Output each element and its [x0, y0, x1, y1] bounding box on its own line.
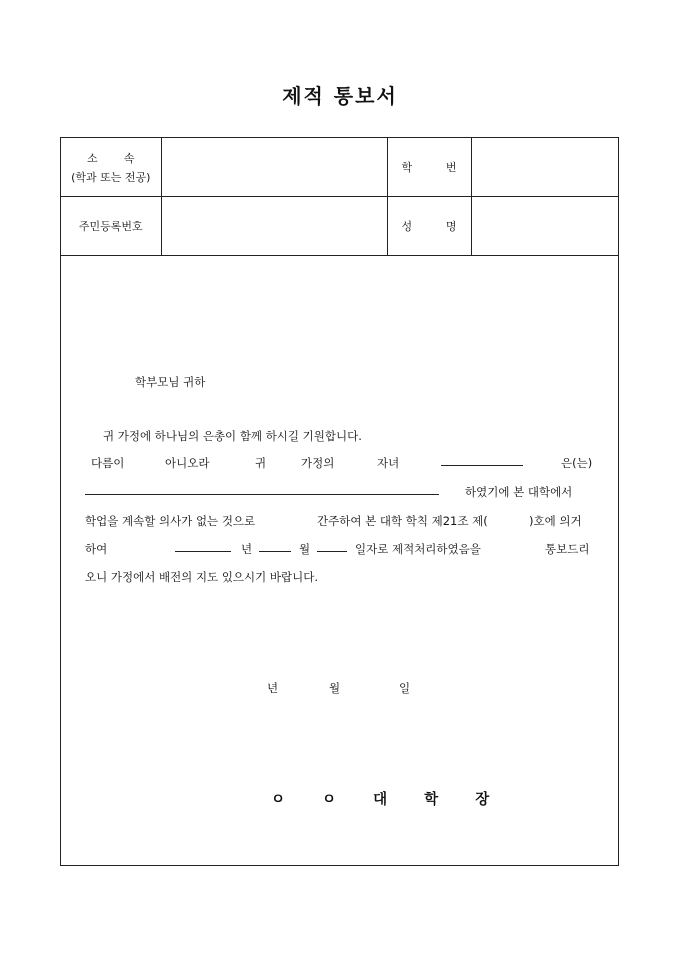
student-id-label-char-2: 번	[445, 161, 457, 174]
date-year-label: 년	[267, 681, 279, 695]
student-id-label	[387, 138, 471, 197]
info-row-2	[61, 197, 618, 256]
letter-line-4-part-3: )호에 의거	[529, 514, 582, 528]
letter-line-5-month: 월	[299, 542, 311, 556]
letter-line-4-part-1: 학업을 계속할 의사가 없는 것으로	[85, 514, 256, 528]
letter-line-5-part-3: 일자로 제적처리하였음을	[355, 542, 481, 556]
salutation: 학부모님 귀하	[135, 375, 206, 389]
letter-line-6: 오니 가정에서 배전의 지도 있으시기 바랍니다.	[85, 570, 319, 584]
name-label-char-2: 명	[445, 220, 457, 233]
letter-line-2-word-3: 귀	[255, 456, 267, 470]
letter-line-2-word-6: 은(는)	[561, 456, 593, 470]
student-id-label-char-1: 학	[401, 161, 413, 174]
reason-blank[interactable]	[85, 484, 439, 495]
year-blank[interactable]	[175, 541, 231, 552]
letter-line-2-word-2: 아니오라	[165, 456, 210, 470]
letter-line-5-part-4: 통보드리	[545, 542, 590, 556]
name-field[interactable]	[471, 197, 618, 256]
letter-line-5-part-1: 하여	[85, 542, 108, 556]
affiliation-label-char-2: 속	[123, 151, 135, 165]
day-blank[interactable]	[317, 541, 347, 552]
child-name-blank[interactable]	[441, 455, 523, 466]
affiliation-label-char-1: 소	[87, 151, 98, 165]
affiliation-label	[61, 138, 161, 197]
resident-number-label: 주민등록번호	[61, 197, 161, 256]
notice-form	[60, 137, 619, 866]
letter-line-5-year: 년	[241, 542, 253, 556]
letter-line-2-word-1: 다름이	[91, 456, 125, 470]
resident-number-field[interactable]	[161, 197, 387, 256]
date-month-label: 월	[329, 681, 341, 695]
affiliation-field[interactable]	[161, 138, 387, 197]
document-title: 제적 통보서	[282, 84, 398, 108]
month-blank[interactable]	[259, 541, 291, 552]
university-president-signature: ㅇ ㅇ 대 학 장	[271, 791, 506, 808]
letter-line-4-part-2: 간주하여 본 대학 학칙 제21조 제(	[317, 514, 488, 528]
affiliation-label-sub: (학과 또는 전공)	[71, 170, 151, 184]
name-label	[387, 197, 471, 256]
letter-line-1: 귀 가정에 하나님의 은총이 함께 하시길 기원합니다.	[103, 429, 362, 443]
letter-line-2-word-5: 자녀	[377, 456, 400, 470]
letter-line-3: 하였기에 본 대학에서	[465, 485, 573, 499]
date-day-label: 일	[399, 681, 411, 695]
name-label-char-1: 성	[401, 220, 413, 233]
info-row-1	[61, 138, 618, 197]
student-id-field[interactable]	[471, 138, 618, 197]
letter-line-2-word-4: 가정의	[301, 456, 335, 470]
student-info-table	[61, 138, 618, 256]
